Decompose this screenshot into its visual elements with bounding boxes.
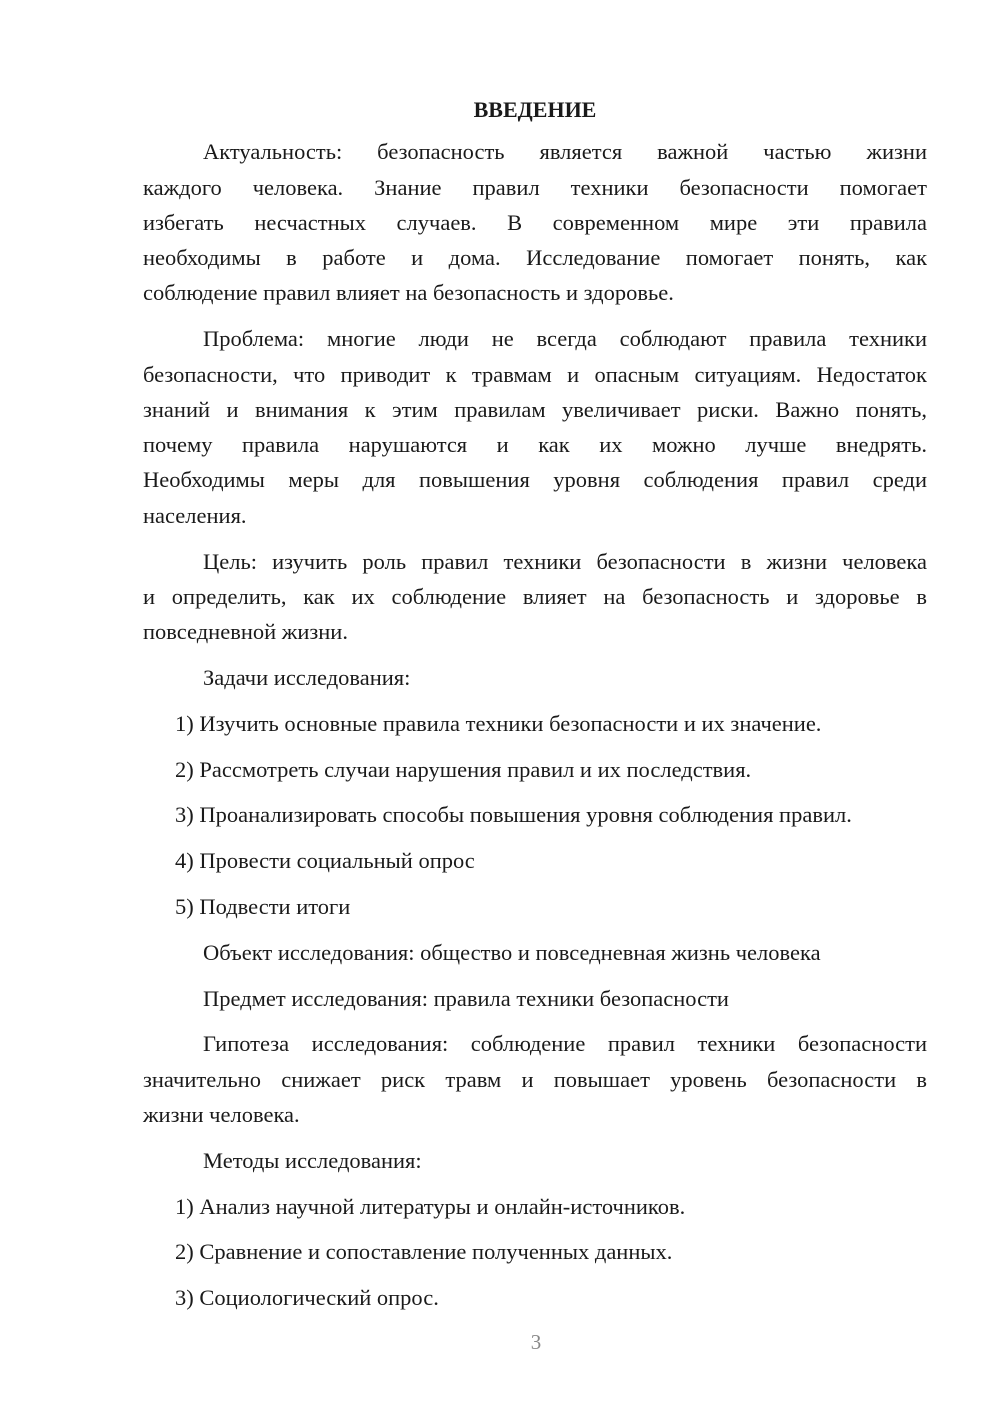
text-line: 3) Проанализировать способы повышения уровня соблюдения правил. — [175, 802, 852, 828]
object-paragraph — [143, 935, 927, 970]
tasks-heading — [143, 660, 927, 695]
text-line: и определить, как их соблюдение влияет на безопасность и здоровье в — [143, 583, 927, 609]
hypothesis-paragraph — [143, 1026, 927, 1132]
page-title: ВВЕДЕНИЕ — [473, 97, 597, 122]
text-line: Предмет исследования: правила техники безопасности — [203, 985, 729, 1011]
goal-paragraph — [143, 544, 927, 650]
task-item — [143, 843, 927, 878]
text-line: Актуальность: безопасность является важной частью жизни — [203, 139, 927, 165]
task-item — [143, 706, 927, 741]
text-line: 2) Рассмотреть случаи нарушения правил и их последствия. — [175, 756, 752, 782]
text-line: почему правила нарушаются и как их можно лучше внедрять. — [143, 432, 927, 458]
document-page — [143, 92, 927, 1326]
text-line: Объект исследования: общество и повседневная жизнь человека — [203, 939, 821, 965]
relevance-paragraph — [143, 134, 927, 310]
text-line: повседневной жизни. — [143, 619, 348, 645]
text-line: необходимы в работе и дома. Исследование помогает понять, как — [143, 245, 927, 271]
text-line: соблюдение правил влияет на безопасность и здоровье. — [143, 280, 674, 306]
text-line: Методы исследования: — [203, 1147, 422, 1173]
task-item — [143, 889, 927, 924]
text-line: знаний и внимания к этим правилам увеличивает риски. Важно понять, — [143, 396, 927, 422]
document-body — [143, 134, 927, 1315]
text-line: 1) Анализ научной литературы и онлайн-источников. — [175, 1193, 686, 1219]
task-item — [143, 752, 927, 787]
text-line: безопасности, что приводит к травмам и опасным ситуациям. Недостаток — [143, 361, 927, 387]
text-line: Необходимы меры для повышения уровня соблюдения правил среди — [143, 467, 927, 493]
text-line: Гипотеза исследования: соблюдение правил техники безопасности — [203, 1031, 927, 1057]
text-line: 3) Социологический опрос. — [175, 1285, 439, 1311]
methods-heading — [143, 1143, 927, 1178]
text-line: 1) Изучить основные правила техники безопасности и их значение. — [175, 710, 822, 736]
method-item — [143, 1280, 927, 1315]
method-item — [143, 1234, 927, 1269]
method-item — [143, 1189, 927, 1224]
text-line: значительно снижает риск травм и повышает уровень безопасности в — [143, 1066, 927, 1092]
problem-paragraph — [143, 321, 927, 533]
text-line: населения. — [143, 502, 247, 528]
page-number: 3 — [530, 1330, 542, 1354]
text-line: Проблема: многие люди не всегда соблюдают правила техники — [203, 326, 927, 352]
text-line: 5) Подвести итоги — [175, 893, 351, 919]
subject-paragraph — [143, 981, 927, 1016]
text-line: Цель: изучить роль правил техники безопасности в жизни человека — [203, 548, 927, 574]
task-item — [143, 797, 927, 832]
text-line: Задачи исследования: — [203, 664, 411, 690]
text-line: каждого человека. Знание правил техники безопасности помогает — [143, 174, 927, 200]
text-line: избегать несчастных случаев. В современном мире эти правила — [143, 209, 927, 235]
text-line: 2) Сравнение и сопоставление полученных данных. — [175, 1239, 673, 1265]
text-line: 4) Провести социальный опрос — [175, 848, 475, 874]
text-line: жизни человека. — [143, 1101, 300, 1127]
